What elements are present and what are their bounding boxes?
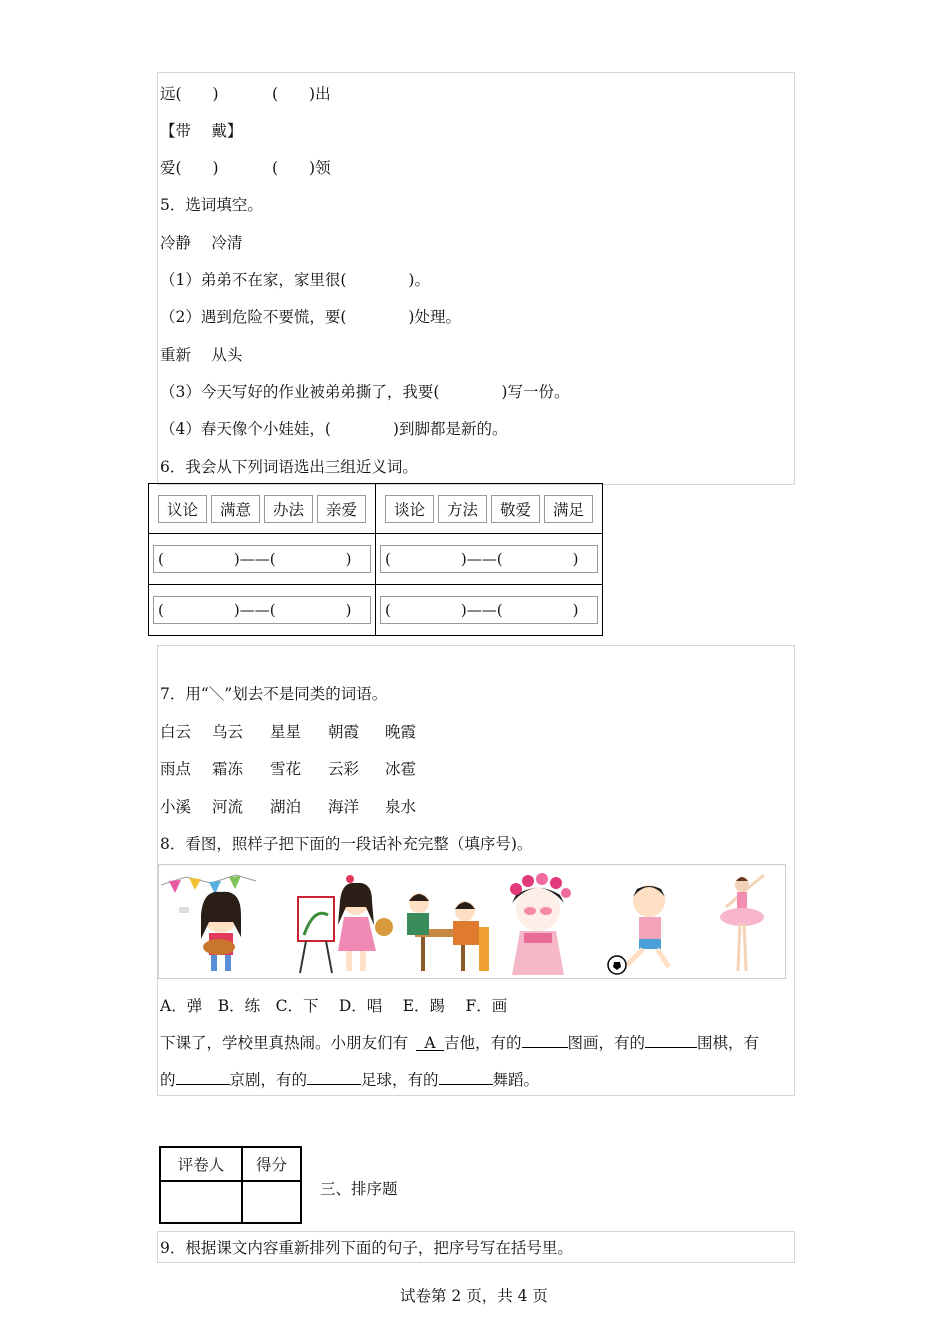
- word-box: 满足: [544, 495, 593, 523]
- q8-text: 吉他，有的: [444, 1034, 522, 1052]
- soccer-boy-illustration: [599, 867, 699, 977]
- q8-paragraph-line1: [160, 1031, 792, 1053]
- paren: )——(: [460, 601, 503, 619]
- word[interactable]: 朝霞: [328, 723, 360, 741]
- paren: )——(: [233, 601, 276, 619]
- q8-text: 京剧，有的: [229, 1071, 308, 1089]
- q8-text: 下课了，学校里真热闹。小朋友们有: [160, 1034, 409, 1052]
- word[interactable]: 小溪: [160, 798, 192, 816]
- answer-pair-box[interactable]: [153, 545, 371, 573]
- opera-singer-illustration: [494, 867, 589, 977]
- section3-title: 三、排序题: [320, 1180, 398, 1198]
- word[interactable]: 泉水: [385, 798, 417, 816]
- q5-s1: （1）弟弟不在家，家里很( )。: [160, 271, 430, 289]
- q7-row3: [160, 795, 416, 817]
- q9-title: 9．根据课文内容重新排列下面的句子，把序号写在括号里。: [160, 1239, 573, 1257]
- q8-text: 的: [160, 1071, 176, 1089]
- q4-line1b: ( )出: [272, 85, 331, 103]
- answer-pair-box[interactable]: [380, 596, 598, 624]
- q8-text: 图画，有的: [567, 1034, 646, 1052]
- q4-line2b: ( )领: [272, 159, 331, 177]
- word-box: 方法: [438, 495, 487, 523]
- example-answer: A: [424, 1034, 436, 1052]
- page-footer: 试卷第 2 页，共 4 页: [400, 1287, 548, 1305]
- paren: (: [158, 550, 164, 568]
- paren: ): [345, 601, 352, 619]
- word[interactable]: 海洋: [328, 798, 360, 816]
- word[interactable]: 云彩: [328, 760, 360, 778]
- word-row-left: [149, 484, 376, 534]
- word[interactable]: 冰雹: [385, 760, 417, 778]
- q4-line2a: 爱( ): [160, 159, 219, 177]
- q8-text: 足球，有的: [361, 1071, 439, 1089]
- paren: )——(: [460, 550, 503, 568]
- grader-label: 评卷人: [160, 1147, 242, 1181]
- answer-blank[interactable]: [176, 1068, 230, 1085]
- q5-group2: 重新 从头: [160, 346, 243, 364]
- word-box: 满意: [211, 495, 260, 523]
- q8-text: 舞蹈。: [492, 1071, 540, 1089]
- paren: (: [385, 550, 391, 568]
- q7-row2: [160, 757, 416, 779]
- answer-blank[interactable]: [416, 1034, 444, 1051]
- q5-s3: （3）今天写好的作业被弟弟撕了，我要( )写一份。: [160, 383, 570, 401]
- answer-cell: [149, 585, 376, 636]
- q8-text: 围棋，有: [697, 1034, 760, 1052]
- q5-s2: （2）遇到危险不要慌，要( )处理。: [160, 308, 461, 326]
- answer-pair-box[interactable]: [380, 545, 598, 573]
- score-input[interactable]: [242, 1181, 301, 1223]
- q6-title: 6．我会从下列词语选出三组近义词。: [160, 458, 418, 476]
- q4-bracket: 【带 戴】: [160, 122, 243, 140]
- paren: )——(: [233, 550, 276, 568]
- q8-title: 8．看图，照样子把下面的一段话补充完整（填序号)。: [160, 835, 533, 853]
- answer-cell: [376, 534, 603, 585]
- word[interactable]: 乌云: [212, 723, 244, 741]
- answer-blank[interactable]: [645, 1031, 697, 1048]
- grader-input[interactable]: [160, 1181, 242, 1223]
- synonym-table: [148, 483, 603, 636]
- word[interactable]: 雪花: [270, 760, 302, 778]
- q5-s4: （4）春天像个小娃娃，( )到脚都是新的。: [160, 420, 508, 438]
- word-box: 敬爱: [491, 495, 540, 523]
- answer-cell: [376, 585, 603, 636]
- answer-blank[interactable]: [439, 1068, 493, 1085]
- paren: ): [572, 601, 579, 619]
- guitar-girl-illustration: [161, 867, 276, 977]
- word[interactable]: 白云: [160, 723, 192, 741]
- answer-blank[interactable]: [307, 1068, 361, 1085]
- word-box: 办法: [264, 495, 313, 523]
- word-row-right: [376, 484, 603, 534]
- paren: ): [345, 550, 352, 568]
- word[interactable]: 星星: [270, 723, 302, 741]
- word[interactable]: 晚霞: [385, 723, 417, 741]
- q7-title: 7．用“＼”划去不是同类的词语。: [160, 685, 388, 703]
- q5-group1: 冷静 冷清: [160, 234, 243, 252]
- paren: (: [158, 601, 164, 619]
- go-playing-boys-illustration: [395, 867, 490, 977]
- q8-options: A．弹 B．练 C．下 D．唱 E．踢 F．画: [160, 997, 508, 1015]
- ballet-dancer-illustration: [704, 867, 784, 977]
- paren: (: [385, 601, 391, 619]
- q8-paragraph-line2: [160, 1068, 539, 1090]
- activity-picture-strip: [158, 864, 786, 979]
- painting-girl-illustration: [292, 867, 397, 977]
- paren: ): [572, 550, 579, 568]
- word-box: 谈论: [385, 495, 434, 523]
- word-box: 亲爱: [317, 495, 366, 523]
- answer-blank[interactable]: [522, 1031, 568, 1048]
- q7-row1: [160, 720, 416, 742]
- answer-pair-box[interactable]: [153, 596, 371, 624]
- score-label: 得分: [242, 1147, 301, 1181]
- grader-score-table: [159, 1146, 302, 1224]
- q4-line1a: 远( ): [160, 85, 219, 103]
- q5-title: 5．选词填空。: [160, 196, 263, 214]
- answer-cell: [149, 534, 376, 585]
- word[interactable]: 霜冻: [212, 760, 244, 778]
- word-box: 议论: [158, 495, 207, 523]
- word[interactable]: 河流: [212, 798, 244, 816]
- word[interactable]: 雨点: [160, 760, 192, 778]
- word[interactable]: 湖泊: [270, 798, 302, 816]
